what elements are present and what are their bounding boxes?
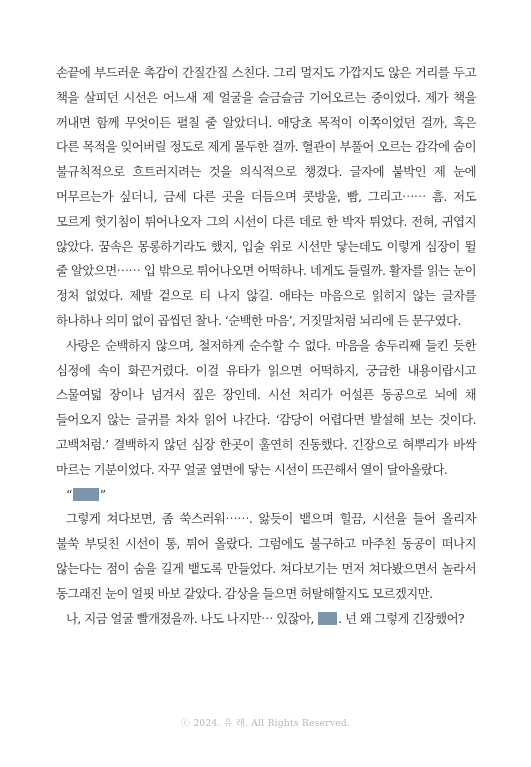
last-line-before: 나, 지금 얼굴 빨개졌을까. 나도 나지만⋯ 있잖아, <box>66 610 318 626</box>
last-line-after: . 넌 왜 그렇게 긴장했어? <box>338 610 465 626</box>
open-quote: “ <box>66 486 72 502</box>
redacted-name-block <box>73 488 99 501</box>
redacted-name-block-2 <box>318 612 337 625</box>
paragraph-last <box>56 607 476 632</box>
paragraph-1: 손끝에 부드러운 촉감이 간질간질 스친다. 그리 멀지도 가깝지도 않은 거리를 두고 책을 살피던 시선은 어느새 제 얼굴을 슬금슬금 기어오르는 중이었다. 제가 책을 꺼내면 함께 무엇이든 펼칠 줄 알았더니. 애당초 목적이 이쪽이었던 걸까, 혹은 다른 목적을 잊어버릴 정도로 제게 몰두한 걸까. 혈관이 부풀어 오르는 감각에 숨이 불규칙적으로 흐트러지려는 것을 의식적으로 챙겼다. 글자에 붙박인 제 눈에 머무르는가 싶더니, 금세 다른 곳을 더듬으며 콧방울, 빰, 그리고⋯⋯ 흠. 저도 모르게 헛기침이 튀어나오자 그의 시선이 다른 데로 한 박자 튀었다. 전혀, 귀엽지 않았다. 꿈속은 몽롱하기라도 했지, 입술 위로 시선만 닿는데도 이렇게 심장이 뛸 줄 알았으면⋯⋯ 입 밖으로 튀어나오면 어떡하나. 네게도 들릴까. 활자를 읽는 눈이 정처 없었다. 제발 겉으로 티 나지 않길. 애타는 마음으로 읽히지 않는 글자를 하나하나 의미 없이 곱씹던 찰나. ‘순백한 마음’, 거짓말처럼 뇌리에 든 문구였다. <box>56 65 476 328</box>
dialog-redacted-name <box>56 483 476 508</box>
paragraph-2: 사랑은 순백하지 않으며, 철저하게 순수할 수 없다. 마음을 송두리째 들킨 듯한 심정에 속이 화끈거렸다. 이걸 유타가 읽으면 어떡하지, 궁금한 내용이랍시고 스물여덟 장이나 넘겨서 짚은 장인데. 시선 처리가 어설픈 동공으로 뇌에 채 들어오지 않는 글귀를 차차 읽어 나간다. ‘감당이 어렵다면 발설해 보는 것이다. 고백처럼.’ 결백하지 않던 심장 한곳이 훌연히 진동했다. 긴장으로 혀뿌리가 바싹 마르는 기분이었다. 자꾸 얼굴 옆면에 닿는 시선이 뜨끈해서 열이 달아올랐다. <box>56 337 476 477</box>
close-quote: ” <box>99 486 106 502</box>
paragraph-3: 그렇게 쳐다보면, 좀 쑥스러워⋯⋯. 앓듯이 뱉으며 힐끔, 시선을 들어 올리자 불쑥 부딪친 시선이 통, 튀어 올랐다. 그럼에도 불구하고 마주친 동공이 떠나지 않는다는 점이 숨을 길게 뱉도록 만들었다. 쳐다보기는 먼저 쳐다봤으면서 놀라서 동그래진 눈이 얼핏 바보 같았다. 감상을 들으면 허탈해할지도 모르겠지만. <box>56 511 476 601</box>
story-page <box>56 61 476 631</box>
copyright-footer: ⓒ 2024. 유 래. All Rights Reserved. <box>180 719 351 729</box>
